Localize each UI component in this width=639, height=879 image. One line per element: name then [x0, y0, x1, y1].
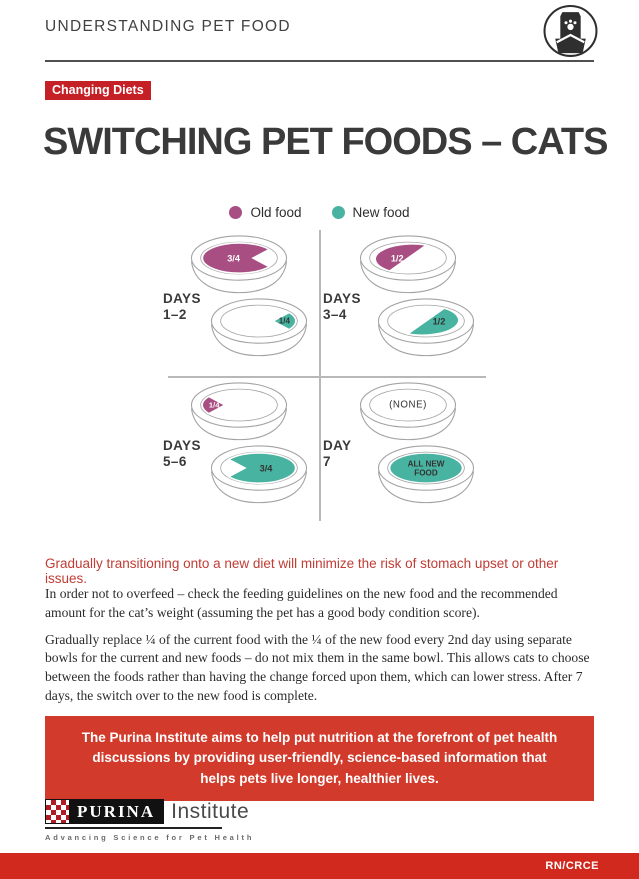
day-label: DAYS 1–2: [163, 291, 201, 322]
old-food-bowl: [185, 232, 293, 296]
purina-institute-logo: [45, 799, 254, 842]
svg-text:1/2: 1/2: [390, 253, 404, 264]
day-label: DAY 7: [323, 438, 352, 469]
old-food-bowl: [354, 232, 462, 296]
old-food-bowl: [185, 379, 293, 443]
header-divider: [45, 60, 594, 62]
diagram-quadrant-1: [161, 229, 321, 375]
diagram-quadrant-3: [161, 376, 321, 522]
logo-tagline: Advancing Science for Pet Health: [45, 832, 255, 842]
legend-item-old-food: [229, 205, 301, 220]
transition-diagram: [161, 229, 481, 522]
footer-bar: [0, 853, 639, 879]
new-food-bowl: [205, 295, 313, 359]
new-food-dot-icon: [332, 206, 345, 219]
new-food-bowl: [205, 442, 313, 506]
legend-label-old: Old food: [250, 205, 302, 220]
diagram-quadrant-2: [321, 229, 481, 375]
svg-text:1/4: 1/4: [208, 400, 220, 410]
pet-food-bag-bowl-icon: [543, 4, 598, 59]
doc-code: RN/CRCE: [545, 860, 599, 872]
paragraph-1: In order not to overfeed – check the feeding guidelines on the new food and the recommended amount for the cat’s weight (assuming the pet has a good body condition score).: [45, 586, 558, 620]
new-food-bowl: [372, 442, 480, 506]
intro-highlight-text: Gradually transitioning onto a new diet will minimize the risk of stomach upset or other issues.: [45, 556, 559, 586]
paragraph-2: Gradually replace ¼ of the current food with the ¼ of the new food every 2nd day using separate bowls for the current and new foods – do not mix them in the same bowl. This allows cats to choose between the foods rather than having the change forced upon them, which can lower stress. After 7 days, the switch over to the new food is complete.: [45, 631, 590, 703]
logo-divider: [45, 827, 222, 829]
purina-checkerboard-icon: [45, 799, 70, 824]
page-title: SWITCHING PET FOODS – CATS: [43, 121, 608, 163]
diagram-quadrant-4: [321, 376, 481, 522]
header-title: UNDERSTANDING PET FOOD: [45, 18, 291, 35]
legend-item-new-food: [332, 205, 410, 220]
mission-banner: The Purina Institute aims to help put nutrition at the forefront of pet health discussions by providing user-friendly, science-based information that helps pets live longer, healthier lives.: [45, 716, 594, 801]
day-label: DAYS 3–4: [323, 291, 361, 322]
old-food-bowl: [354, 379, 462, 443]
day-label: DAYS 5–6: [163, 438, 201, 469]
legend: [0, 205, 639, 220]
purina-wordmark-block: [45, 799, 164, 824]
svg-text:3/4: 3/4: [227, 253, 240, 264]
svg-text:FOOD: FOOD: [414, 468, 438, 478]
svg-text:ALL NEW: ALL NEW: [407, 459, 445, 469]
svg-text:1/4: 1/4: [278, 316, 291, 326]
new-food-bowl: [372, 295, 480, 359]
svg-text:3/4: 3/4: [259, 463, 273, 474]
svg-text:(NONE): (NONE): [389, 399, 427, 411]
legend-label-new: New food: [352, 205, 410, 220]
svg-text:1/2: 1/2: [432, 316, 446, 327]
purina-wordmark: PURINA: [77, 801, 156, 821]
category-badge: Changing Diets: [45, 81, 151, 100]
institute-wordmark: Institute: [171, 799, 250, 823]
old-food-dot-icon: [229, 206, 242, 219]
